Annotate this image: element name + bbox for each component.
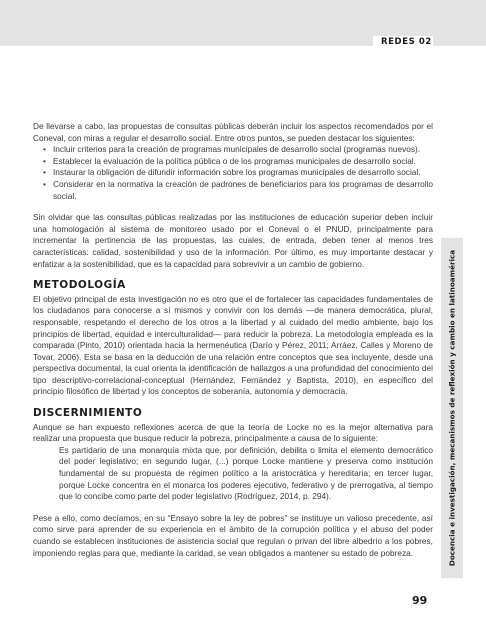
page-number: 99 xyxy=(412,594,428,607)
paragraph-gap xyxy=(33,503,433,513)
vertical-journal-title: Docencia e investigación, mecanismos de reflexión y cambio en latinoamérica xyxy=(447,249,457,567)
article-body xyxy=(33,121,433,559)
metodologia-paragraph: El objetivo principal de esta investigación no es otro que el de fortalecer las capacidades fundamentales de los ciudadanos para conocerse a sí mismos y convivir con los demás —de manera democrática, plural, responsable, respetando el derecho de los otros a la libertad y al cuidado del medio ambiente, bajo los principios de libertad, equidad e interculturalidad— para reducir la pobreza. La metodología empleada es la comparada (Pinto, 2010) orientada hacia la hermenéutica (Darío y Pérez, 2011; Arráez, Calles y Moreno de Tovar, 2006). Esta se basa en la deducción de una relación entre conceptos que sea incluyente, desde una perspectiva documental, la cual orienta la identificación de hallazgos a una profundidad del conocimiento del tipo descriptivo-correlacional-conceptual (Hernández, Fernández y Baptista, 2010), en específico del principio filosófico de libertad y los conceptos de soberanía, autonomía y democracia. xyxy=(33,293,433,397)
recommendations-list xyxy=(33,144,433,202)
list-item: • Considerar en la normativa la creación de padrones de beneficiarios para los programas de desarrollo social. xyxy=(43,179,433,202)
list-item: • Instaurar la obligación de difundir información sobre los programas municipales de desarrollo social. xyxy=(43,167,433,179)
discernimiento-paragraph-2: Pese a ello, como decíamos, en su “Ensayo sobre la ley de pobres” se instituye un valioso precedente, así como sirve para aprender de su experiencia en el ámbito de la corrupción política y el abuso del poder cuando se establecen instituciones de asistencia social que regulan o privan del libre albedrío a los pobres, imponiendo reglas para que, mediante la caridad, se vean obligados a mantener su estado de pobreza. xyxy=(33,512,433,558)
intro-paragraph: De llevarse a cabo, las propuestas de consultas públicas deberán incluir los aspectos recomendados por el Coneval, con miras a regular el desarrollo social. Entre otros puntos, se pueden destacar los siguientes: xyxy=(33,121,433,143)
list-item: • Incluir criterios para la creación de programas municipales de desarrollo social (programas nuevos). xyxy=(43,144,433,156)
running-title: REDES 02 xyxy=(381,37,432,47)
paragraph-gap xyxy=(33,202,433,212)
discernimiento-paragraph: Aunque se han expuesto reflexiones acerca de que la teoría de Locke no es la mejor alternativa para realizar una propuesta que busque reducir la pobreza, principalmente a causa de lo siguiente: xyxy=(33,421,433,444)
section-heading-metodologia: METODOLOGÍA xyxy=(33,279,126,292)
section-heading-discernimiento: DISCERNIMIENTO xyxy=(33,407,143,420)
list-item: • Establecer la evaluación de la política pública o de los programas municipales de desarrollo social. xyxy=(43,156,433,168)
block-quote: Es partidario de una monarquía mixta que, por definición, debilita o limita el elemento democrático del poder legislativo; en segundo lugar, (...) porque Locke mantiene y preserva como institución fundamental de su propuesta de régimen político a la aristocrática y hereditaria; en tercer lugar, porque Locke concentra en el monarca los poderes ejecutivo, federativo y de prerrogativa, al tiempo que lo concibe como parte del poder legislativo (Rodríguez, 2014, p. 294). xyxy=(59,444,433,502)
intro-paragraph-2: Sin olvidar que las consultas públicas realizadas por las instituciones de educación superior deben incluir una homologación al sistema de monitoreo usado por el Coneval o el PNUD, principalmente para incrementar la pertinencia de las propuestas, las cuales, de entrada, deben tener al menos tres características: calidad, sostenibilidad y uso de la información. Por último, es muy importante destacar y enfatizar a la sostenibilidad, que es la capacidad para sobrevivir a un cambio de gobierno. xyxy=(33,212,433,269)
